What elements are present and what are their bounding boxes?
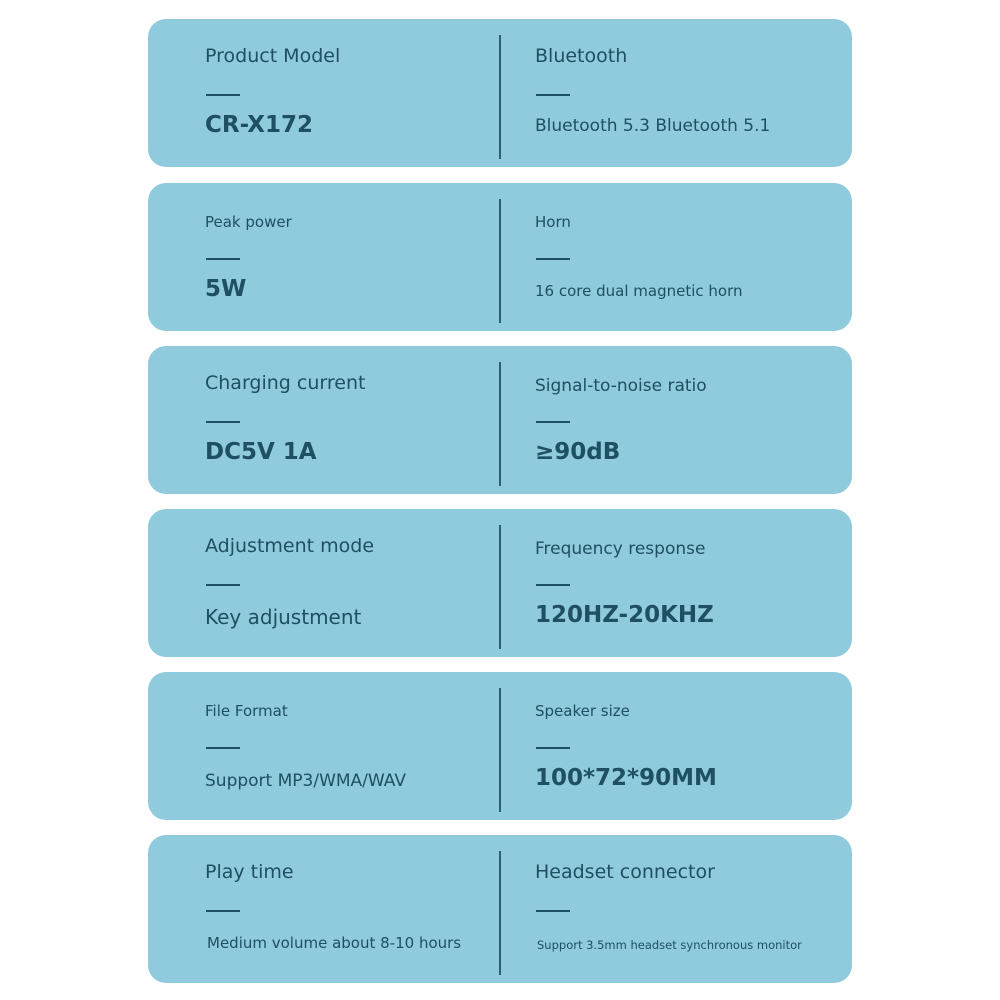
dash-divider <box>536 258 570 260</box>
spec-card-adjustment-frequency <box>148 509 852 657</box>
spec-label: Product Model <box>205 45 341 67</box>
spec-value: Key adjustment <box>205 605 362 629</box>
spec-label: Play time <box>205 861 294 883</box>
dash-divider <box>536 910 570 912</box>
dash-divider <box>536 421 570 423</box>
spec-card-peak-power-horn <box>148 183 852 331</box>
vertical-divider <box>499 525 501 649</box>
vertical-divider <box>499 199 501 323</box>
spec-card-product-model-bluetooth <box>148 19 852 167</box>
spec-value: CR-X172 <box>205 112 314 138</box>
spec-value: 100*72*90MM <box>535 765 717 791</box>
dash-divider <box>206 910 240 912</box>
spec-label: Adjustment mode <box>205 535 375 557</box>
spec-value: Support MP3/WMA/WAV <box>205 771 406 791</box>
spec-value: DC5V 1A <box>205 439 317 465</box>
dash-divider <box>536 747 570 749</box>
spec-label: Speaker size <box>535 702 630 720</box>
spec-card-play-time-headset <box>148 835 852 983</box>
spec-value: 120HZ-20KHZ <box>535 602 714 628</box>
dash-divider <box>206 584 240 586</box>
spec-value: 16 core dual magnetic horn <box>535 282 743 300</box>
spec-label: Charging current <box>205 372 366 394</box>
dash-divider <box>206 747 240 749</box>
spec-label: Headset connector <box>535 861 715 883</box>
vertical-divider <box>499 688 501 812</box>
vertical-divider <box>499 35 501 159</box>
spec-value: Medium volume about 8-10 hours <box>207 934 462 952</box>
spec-label: Frequency response <box>535 539 706 559</box>
spec-label: Peak power <box>205 213 292 231</box>
spec-value: 5W <box>205 276 247 302</box>
spec-card-file-format-speaker-size <box>148 672 852 820</box>
spec-label: File Format <box>205 702 288 720</box>
dash-divider <box>536 94 570 96</box>
spec-value: Support 3.5mm headset synchronous monitor <box>537 938 802 952</box>
vertical-divider <box>499 362 501 486</box>
dash-divider <box>536 584 570 586</box>
dash-divider <box>206 94 240 96</box>
spec-value: ≥90dB <box>535 439 621 465</box>
dash-divider <box>206 421 240 423</box>
spec-card-charging-snr <box>148 346 852 494</box>
spec-value: Bluetooth 5.3 Bluetooth 5.1 <box>535 116 771 136</box>
vertical-divider <box>499 851 501 975</box>
spec-label: Horn <box>535 213 571 231</box>
spec-label: Signal-to-noise ratio <box>535 376 707 396</box>
dash-divider <box>206 258 240 260</box>
spec-label: Bluetooth <box>535 45 628 67</box>
